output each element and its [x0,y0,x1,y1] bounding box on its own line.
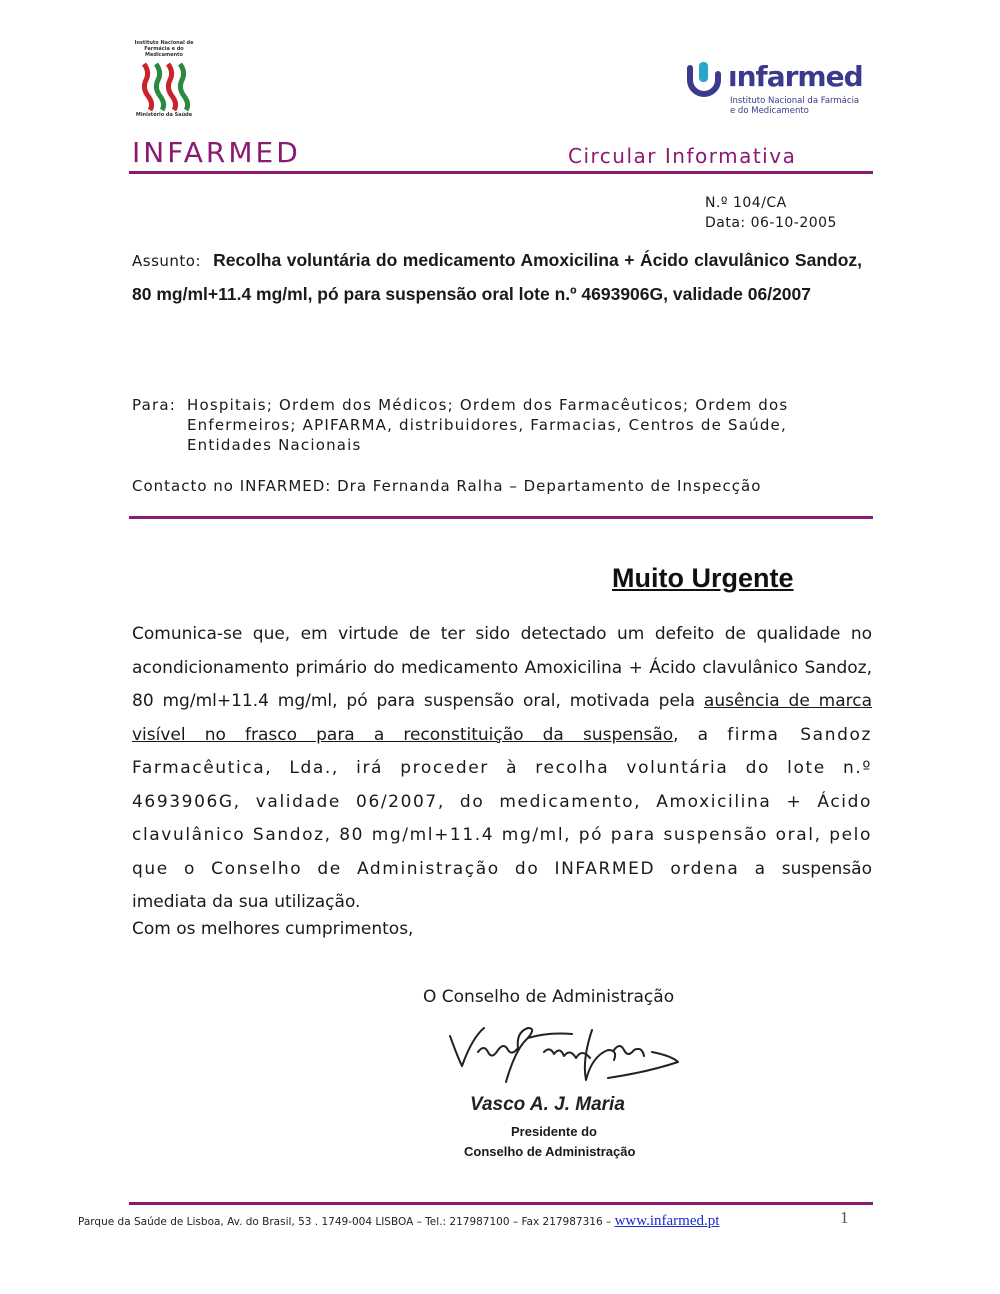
footer-address: Parque da Saúde de Lisboa, Av. do Brasil, 53 . 1749-004 LISBOA – Tel.: 217987100 – Fax 217987316 – [78,1216,615,1228]
body-paragraph [132,618,872,920]
infarmed-mark-icon [684,60,724,100]
infarmed-logo-word: ınfarmed [728,60,863,93]
body-part1: Comunica-se que, em virtude de ter sido detectado um defeito de qualidade no acondicionamento primário do medicamento Amoxicilina + Ácido clavulânico Sandoz, 80 mg/ml+11.4 mg/ml, pó para suspensão oral, motivada pela [132,624,872,711]
header-divider [129,171,873,174]
recipients-text: Hospitais; Ordem dos Médicos; Ordem dos Farmacêuticos; Ordem dos Enfermeiros; APIFARMA, distribuidores, Farmacias, Centros de Saúde, Entidades Nacionais [187,396,789,454]
subject-label: Assunto: [132,252,202,270]
signer-role-line2: Conselho de Administração [464,1144,636,1159]
infarmed-logo-subtitle-line1: Instituto Nacional da Farmácia [730,96,860,106]
footer [78,1213,719,1230]
subject-text: Recolha voluntária do medicamento Amoxicilina + Ácido clavulânico Sandoz, 80 mg/ml+11.4 mg/ml, pó para suspensão oral lote n.º 4693906G, validade 06/2007 [132,250,862,304]
infarmed-logo-subtitle [730,96,859,116]
page-number: 1 [840,1208,849,1227]
subject [132,244,862,312]
ministry-logo-caption: Ministério da Saúde [135,112,193,118]
closing-line: Com os melhores cumprimentos, [132,919,414,939]
body-part4: suspensão imediata da sua utilização. [132,858,872,912]
recipients [132,395,872,455]
body-part2: , a [673,724,728,745]
brand-title: INFARMED [132,136,301,169]
signer-name: Vasco A. J. Maria [470,1094,625,1115]
contact-line: Contacto no INFARMED: Dra Fernanda Ralha – Departamento de Inspecção [132,477,762,495]
recipients-label: Para: [132,396,176,414]
circular-date: Data: 06-10-2005 [705,215,837,231]
document-type: Circular Informativa [568,144,797,168]
council-signoff: O Conselho de Administração [423,987,675,1007]
ministry-emblem-icon [138,60,190,112]
circular-meta [705,193,837,233]
section-divider [129,516,873,519]
ministry-logo-text: Instituto Nacional de Farmácia e do Medicamento [134,40,194,58]
infarmed-logo [684,60,874,120]
website-link[interactable]: www.infarmed.pt [614,1213,720,1229]
signer-role-line1: Presidente do [511,1124,597,1139]
footer-divider [129,1202,873,1205]
ministry-logo [128,40,200,130]
body-underlined: ausência de marca visível no frasco para a reconstituição da suspensão [132,691,872,745]
circular-number: N.º 104/CA [705,195,787,211]
infarmed-logo-subtitle-line2: e do Medicamento [730,106,809,116]
body-part3: firma Sandoz Farmacêutica, Lda., irá proceder à recolha voluntária do lote n.º 4693906G, validade 06/2007, do medicamento, Amoxicilina + Ácido clavulânico Sandoz, 80 mg/ml+11.4 mg/ml, pó para suspensão oral, pelo que o Conselho de Administração do INFARMED ordena a [132,724,872,879]
handwritten-signature [444,1022,684,1092]
urgency-heading: Muito Urgente [612,563,794,593]
